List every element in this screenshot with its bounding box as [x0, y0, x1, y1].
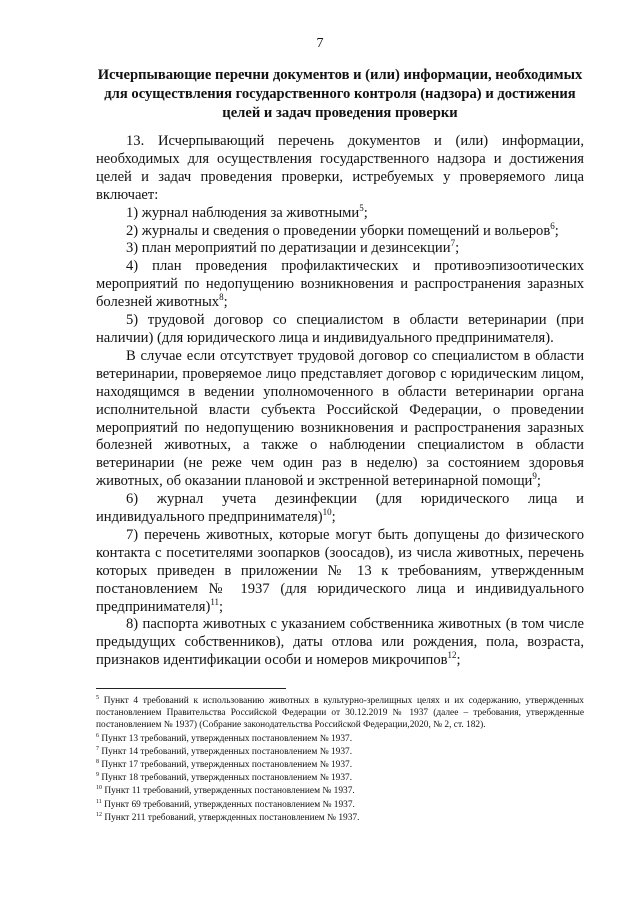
footnote-ref: 6	[550, 220, 555, 231]
footnote: $^{12}$ Пункт 211 требований, утвержденных постановлением № 1937.	[96, 811, 360, 823]
list-item: 6) журнал учета дезинфекции (для юридического лица и индивидуального предпринимателя)$^{10}$;	[96, 491, 584, 526]
footnote: $^9$ Пункт 18 требований, утвержденных постановлением № 1937.	[96, 772, 353, 784]
paragraph: В случае если отсутствует трудовой договор со специалистом в области ветеринарии, проверяемое лицо представляет договор с юридическим лицом, находящимся в ведении уполномоченного в области ветеринарии органа исполнительной власти субъекта Российской Федерации, о проведении мероприятий по недопущению возникновения и распространения заразных болезней животных, а также о наблюдении специалистом в области ветеринарии (не реже чем один раз в неделю) за состоянием здоровья животных, об оказании плановой и экстренной ветеринарной помощи$^9$;	[96, 347, 584, 490]
document-body	[96, 133, 584, 670]
footnote: $^5$ Пункт 4 требований к использованию животных в культурно-зрелищных целях и их содержанию, утвержденных постановлением Правительства Российской Федерации от 30.12.2019 № 1937 (далее – требования, утвержденные постановлением № 1937) (Собрание законодательства Российской Федерации,2020, № 2, ст. 182).	[96, 694, 584, 731]
footnote: $^7$ Пункт 14 требований, утвержденных постановлением № 1937.	[96, 745, 353, 757]
footnote-ref: 5	[359, 202, 364, 213]
list-item: 2) журналы и сведения о проведении уборки помещений и вольеров$^6$;	[126, 220, 559, 239]
footnote-ref: 10	[322, 507, 332, 518]
footnote-ref: 9	[532, 471, 537, 482]
list-item: 4) план проведения профилактических и противоэпизоотических мероприятий по недопущению возникновения и распространения заразных болезней животных$^8$;	[96, 258, 584, 311]
footnote-ref: 8	[219, 292, 224, 303]
section-title: Исчерпывающие перечни документов и (или) информации, необходимых для осуществления государственного контроля (надзора) и достижения целей и задач проведения проверки	[97, 67, 583, 121]
footnotes	[96, 688, 584, 825]
list-item: 8) паспорта животных с указанием собственника животных (в том числе предыдущих собственников), даты отлова или рождения, пола, возраста, признаков идентификации особи и номеров микрочипов$^{12}$;	[96, 616, 584, 669]
footnote: $^{11}$ Пункт 69 требований, утвержденных постановлением № 1937.	[96, 798, 355, 810]
footnote: $^6$ Пункт 13 требований, утвержденных постановлением № 1937.	[96, 732, 353, 744]
footnote: $^{10}$ Пункт 11 требований, утвержденных постановлением № 1937.	[96, 785, 355, 797]
footnote-ref: 7	[450, 238, 456, 249]
list-item: 7) перечень животных, которые могут быть допущены до физического контакта с посетителями зоопарков (зоосадов), из числа животных, перечень которых приведен в приложении № 13 к требованиям, утвержденным постановлением № 1937 (для юридического лица и индивидуального предпринимателя)$^{11}$;	[96, 526, 584, 615]
footnote-divider	[96, 688, 286, 689]
list-item: 5) трудовой договор со специалистом в области ветеринарии (при наличии) (для юридического лица и индивидуального предпринимателя).	[96, 312, 584, 346]
paragraph: 13. Исчерпывающий перечень документов и (или) информации, необходимых для осуществления государственного надзора и достижения целей и задач проведения проверки, истребуемых у проверяемого лица включает:	[96, 133, 584, 203]
footnote-ref: 11	[210, 596, 219, 607]
list-item: 3) план мероприятий по дератизации и дезинсекции$^7$;	[126, 238, 460, 257]
footnote: $^8$ Пункт 17 требований, утвержденных постановлением № 1937.	[96, 758, 353, 771]
page-number: 7	[316, 36, 324, 51]
list-item: 1) журнал наблюдения за животными$^5$;	[126, 202, 368, 221]
footnote-ref: 12	[447, 650, 457, 661]
